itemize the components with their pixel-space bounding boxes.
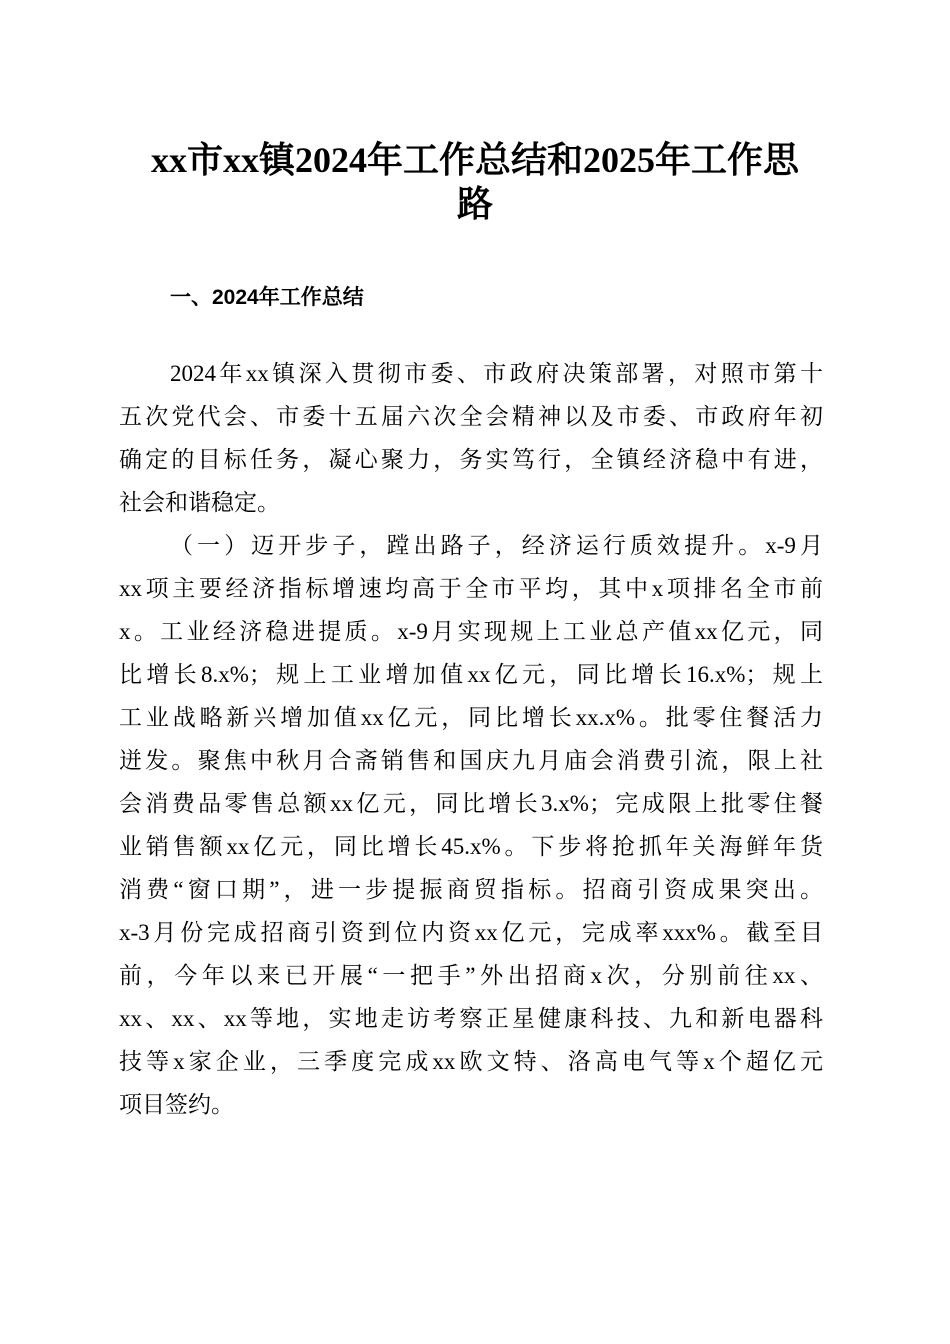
paragraph-line: xx项主要经济指标增速均高于全市平均，其中x项排名全市前 [119,576,823,601]
paragraph-line: 工业战略新兴增加值xx亿元，同比增长xx.x%。批零住餐活力 [119,705,823,730]
paragraph-line: xx、xx、xx等地，实地走访考察正星健康科技、九和新电器科 [119,1006,823,1031]
paragraph-line: x。工业经济稳进提质。x-9月实现规上工业总产值xx亿元，同 [119,619,823,644]
paragraph-line: 消费“窗口期”，进一步提振商贸指标。招商引资成果突出。 [119,877,823,902]
paragraph [119,352,823,524]
paragraph-line: 确定的目标任务，凝心聚力，务实笃行，全镇经济稳中有进， [119,447,823,472]
paragraph-line: 项目签约。 [119,1092,234,1117]
paragraph [119,524,823,1126]
paragraph-line: 会消费品零售总额xx亿元，同比增长3.x%；完成限上批零住餐 [119,791,823,816]
paragraph-line: 五次党代会、市委十五届六次全会精神以及市委、市政府年初 [119,404,823,429]
paragraph-line: 迸发。聚焦中秋月合斋销售和国庆九月庙会消费引流，限上社 [119,748,823,773]
document-body [119,352,823,1126]
document-title [120,138,830,226]
paragraph-line: 比增长8.x%；规上工业增加值xx亿元，同比增长16.x%；规上 [119,662,823,687]
paragraph-line: 社会和谐稳定。 [119,490,280,515]
section-heading: 一、2024年工作总结 [170,286,364,309]
paragraph-line: （一）迈开步子，蹚出路子，经济运行质效提升。x-9月 [170,533,823,558]
paragraph-line: x-3月份完成招商引资到位内资xx亿元，完成率xxx%。截至目 [119,920,823,945]
paragraph-line: 2024年xx镇深入贯彻市委、市政府决策部署，对照市第十 [170,361,823,386]
paragraph-line: 业销售额xx亿元，同比增长45.x%。下步将抢抓年关海鲜年货 [119,834,823,859]
paragraph-line: 技等x家企业，三季度完成xx欧文特、洛高电气等x个超亿元 [119,1049,823,1074]
paragraph-line: 前，今年以来已开展“一把手”外出招商x次，分别前往xx、 [119,963,823,988]
title-line: 路 [456,184,493,224]
title-line: xx市xx镇2024年工作总结和2025年工作思 [150,140,799,180]
